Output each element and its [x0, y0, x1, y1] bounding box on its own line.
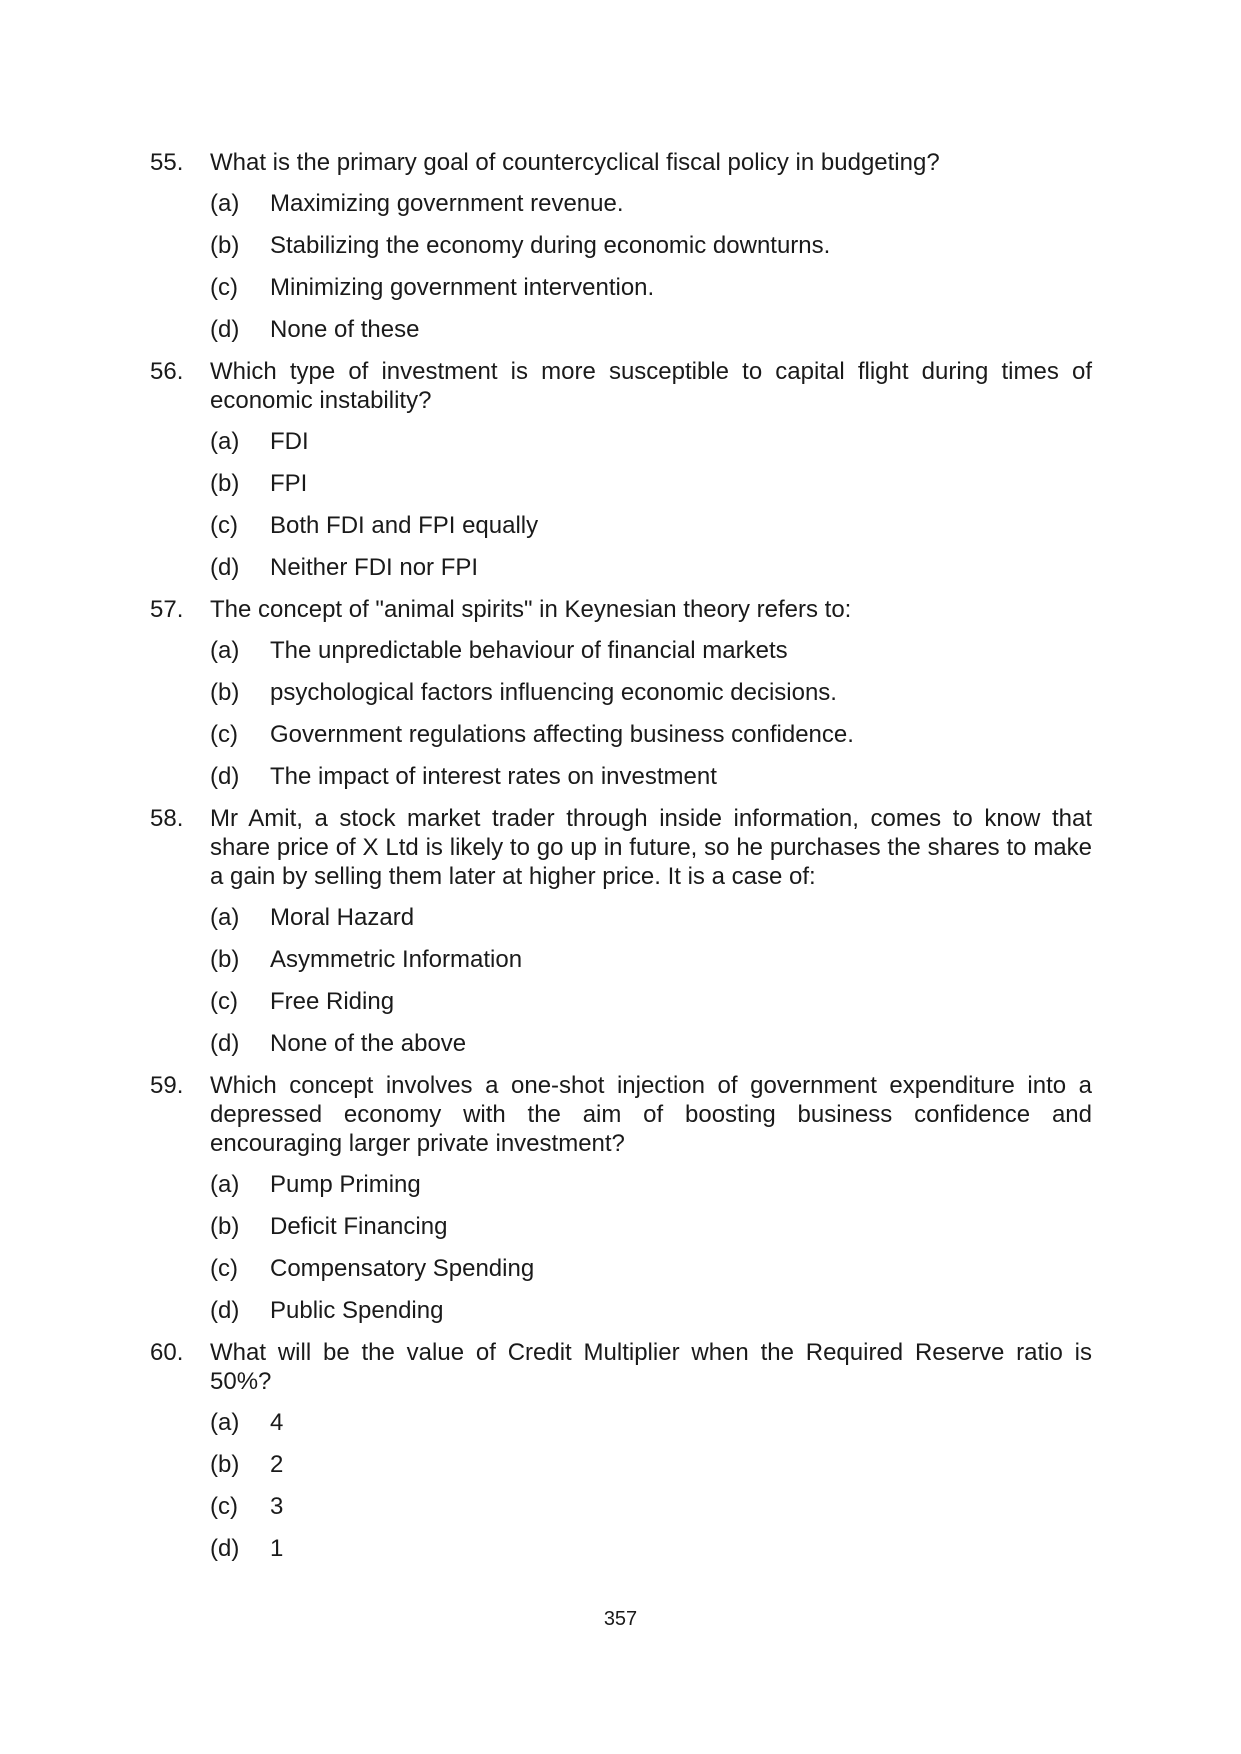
option-text: Deficit Financing	[270, 1213, 448, 1240]
question-number: 57.	[150, 596, 184, 623]
option-text: Government regulations affecting business confidence.	[270, 721, 854, 748]
option-list	[150, 189, 1092, 344]
option-letter: (a)	[210, 637, 240, 664]
question-text: What is the primary goal of countercyclical fiscal policy in budgeting?	[210, 149, 940, 176]
option-letter: (d)	[210, 1297, 240, 1324]
option-text: FDI	[270, 428, 309, 455]
question-56	[150, 357, 1092, 582]
option-b	[150, 945, 1092, 974]
option-a	[150, 1170, 1092, 1199]
option-letter: (c)	[210, 721, 238, 748]
option-letter: (d)	[210, 763, 240, 790]
option-a	[150, 189, 1092, 218]
option-letter: (b)	[210, 1451, 240, 1478]
option-text: Free Riding	[270, 988, 395, 1015]
option-c	[150, 511, 1092, 540]
option-text: Public Spending	[270, 1297, 444, 1324]
option-d	[150, 1534, 1092, 1563]
option-letter: (c)	[210, 274, 238, 301]
question-text: The concept of "animal spirits" in Keynesian theory refers to:	[210, 596, 852, 623]
option-text: None of the above	[270, 1030, 467, 1057]
option-letter: (b)	[210, 232, 240, 259]
option-d	[150, 553, 1092, 582]
option-letter: (a)	[210, 904, 240, 931]
option-letter: (a)	[210, 428, 240, 455]
option-text: 2	[270, 1451, 284, 1478]
option-letter: (c)	[210, 988, 238, 1015]
option-letter: (c)	[210, 1255, 238, 1282]
question-60	[150, 1338, 1092, 1563]
option-list	[150, 427, 1092, 582]
question-text: What will be the value of Credit Multiplier when the Required Reserve ratio is 50%?	[210, 1339, 1092, 1395]
option-letter: (d)	[210, 554, 240, 581]
option-letter: (d)	[210, 1535, 240, 1562]
question-number: 60.	[150, 1339, 184, 1366]
page-number: 357	[603, 1608, 638, 1630]
option-letter: (b)	[210, 1213, 240, 1240]
option-c	[150, 1254, 1092, 1283]
option-text: Moral Hazard	[270, 904, 415, 931]
option-b	[150, 1450, 1092, 1479]
question-number: 59.	[150, 1072, 184, 1099]
question-55	[150, 148, 1092, 344]
option-text: Maximizing government revenue.	[270, 190, 624, 217]
option-c	[150, 987, 1092, 1016]
question-list	[150, 148, 1092, 1576]
option-a	[150, 427, 1092, 456]
option-c	[150, 720, 1092, 749]
option-letter: (d)	[210, 1030, 240, 1057]
option-letter: (b)	[210, 679, 240, 706]
option-text: Both FDI and FPI equally	[270, 512, 539, 539]
option-letter: (b)	[210, 946, 240, 973]
option-d	[150, 1029, 1092, 1058]
option-letter: (a)	[210, 1409, 240, 1436]
question-text: Which type of investment is more susceptible to capital flight during times of economic instability?	[210, 358, 1092, 414]
option-b	[150, 678, 1092, 707]
option-text: 1	[270, 1535, 284, 1562]
question-number: 58.	[150, 805, 184, 832]
option-text: Neither FDI nor FPI	[270, 554, 479, 581]
option-text: None of these	[270, 316, 420, 343]
question-number: 56.	[150, 358, 184, 385]
option-list	[150, 1170, 1092, 1325]
option-a	[150, 1408, 1092, 1437]
option-letter: (c)	[210, 1493, 238, 1520]
option-text: 4	[270, 1409, 284, 1436]
option-d	[150, 762, 1092, 791]
option-d	[150, 315, 1092, 344]
option-list	[150, 636, 1092, 791]
option-letter: (d)	[210, 316, 240, 343]
option-text: Minimizing government intervention.	[270, 274, 655, 301]
question-59	[150, 1071, 1092, 1325]
option-letter: (c)	[210, 512, 238, 539]
option-c	[150, 273, 1092, 302]
option-text: psychological factors influencing economic decisions.	[270, 679, 837, 706]
option-c	[150, 1492, 1092, 1521]
question-number: 55.	[150, 149, 184, 176]
option-list	[150, 903, 1092, 1058]
option-a	[150, 636, 1092, 665]
option-a	[150, 903, 1092, 932]
option-text: The impact of interest rates on investment	[270, 763, 717, 790]
option-b	[150, 1212, 1092, 1241]
option-list	[150, 1408, 1092, 1563]
question-text: Mr Amit, a stock market trader through inside information, comes to know that share price of X Ltd is likely to go up in future, so he purchases the shares to make a gain by selling them later at higher price. It is a case of:	[210, 805, 1092, 890]
option-text: FPI	[270, 470, 308, 497]
option-b	[150, 469, 1092, 498]
option-text: Stabilizing the economy during economic downturns.	[270, 232, 831, 259]
option-letter: (b)	[210, 470, 240, 497]
option-text: Compensatory Spending	[270, 1255, 535, 1282]
option-letter: (a)	[210, 190, 240, 217]
option-b	[150, 231, 1092, 260]
option-text: The unpredictable behaviour of financial markets	[270, 637, 788, 664]
option-letter: (a)	[210, 1171, 240, 1198]
question-57	[150, 595, 1092, 791]
option-text: 3	[270, 1493, 284, 1520]
option-text: Asymmetric Information	[270, 946, 523, 973]
question-58	[150, 804, 1092, 1058]
question-text: Which concept involves a one-shot injection of government expenditure into a depressed economy with the aim of boosting business confidence and encouraging larger private investment?	[210, 1072, 1092, 1157]
option-text: Pump Priming	[270, 1171, 421, 1198]
option-d	[150, 1296, 1092, 1325]
